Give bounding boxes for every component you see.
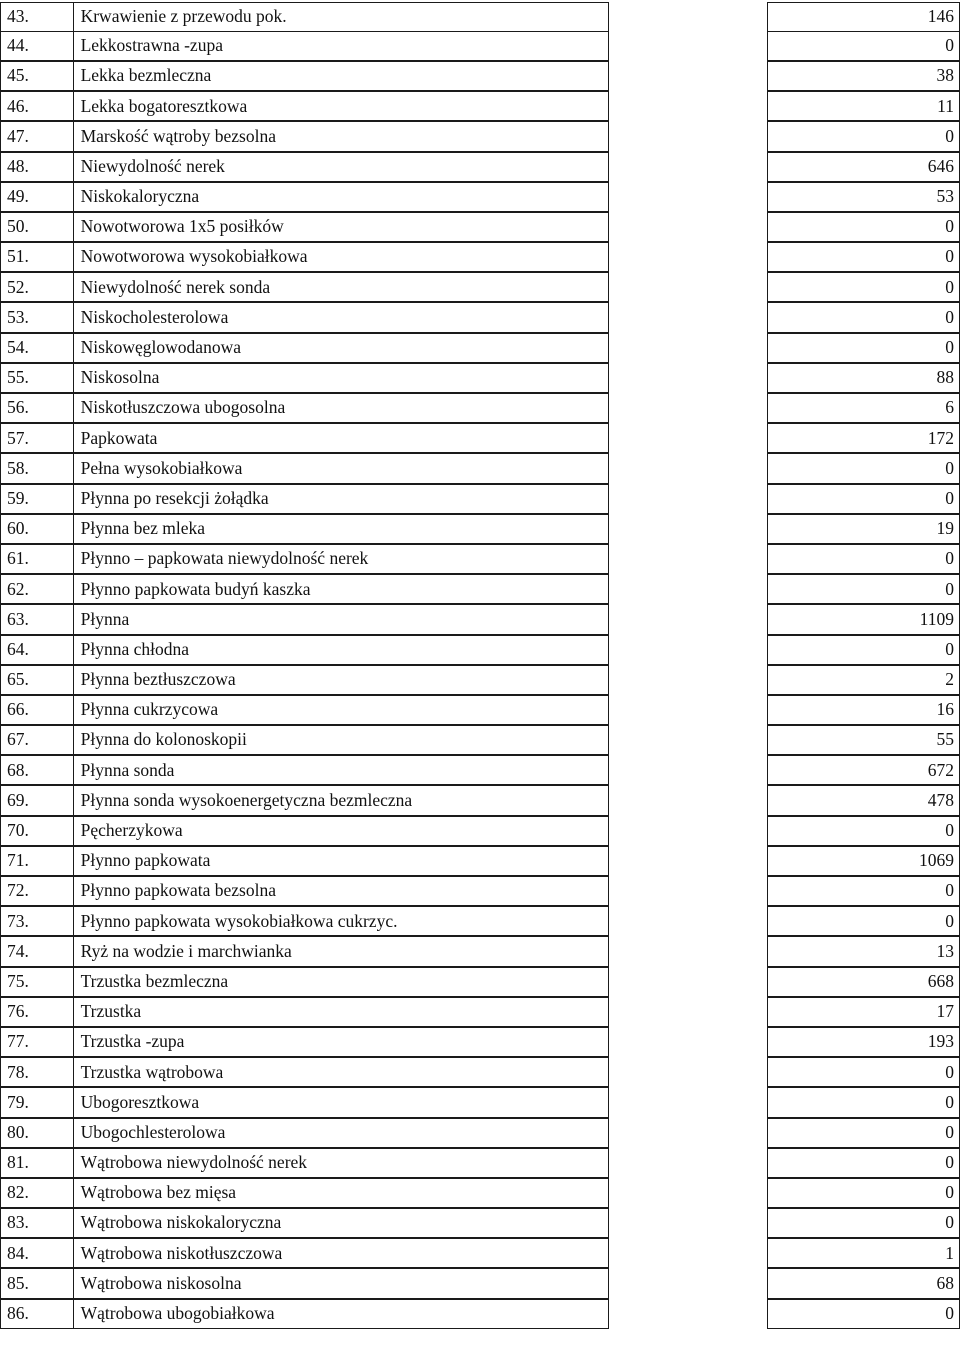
count-value-cell: 0: [767, 1057, 960, 1087]
diet-name-cell: Niskowęglowodanowa: [73, 333, 609, 363]
table-row: [0, 32, 960, 62]
table-row: [0, 606, 960, 636]
diet-name-cell: Niskocholesterolowa: [73, 302, 609, 332]
row-number-cell: 47.: [0, 121, 74, 151]
table-row: [0, 153, 960, 183]
diet-name-cell: Wątrobowa niskosolna: [73, 1268, 609, 1298]
table-row: [0, 213, 960, 243]
count-value-cell: 668: [767, 967, 960, 997]
row-number-cell: 51.: [0, 242, 74, 272]
diet-name-cell: Trzustka wątrobowa: [73, 1057, 609, 1087]
row-number-cell: 82.: [0, 1178, 74, 1208]
row-number-cell: 45.: [0, 61, 74, 91]
row-number-cell: 67.: [0, 725, 74, 755]
diet-name-cell: Płynna: [73, 604, 609, 634]
row-number-cell: 86.: [0, 1299, 74, 1329]
count-value-cell: 11: [767, 91, 960, 121]
row-number-cell: 70.: [0, 816, 74, 846]
diet-name-cell: Trzustka bezmleczna: [73, 967, 609, 997]
table-row: [0, 817, 960, 847]
row-number-cell: 56.: [0, 393, 74, 423]
row-number-cell: 76.: [0, 997, 74, 1027]
row-number-cell: 81.: [0, 1148, 74, 1178]
table-row: [0, 62, 960, 92]
diet-name-cell: Marskość wątroby bezsolna: [73, 121, 609, 151]
count-value-cell: 1069: [767, 846, 960, 876]
row-number-cell: 61.: [0, 544, 74, 574]
diet-name-cell: Wątrobowa niskokaloryczna: [73, 1208, 609, 1238]
row-number-cell: 62.: [0, 574, 74, 604]
diet-name-cell: Krwawienie z przewodu pok.: [73, 2, 609, 32]
count-value-cell: 88: [767, 363, 960, 393]
table-row: [0, 394, 960, 424]
table-row: [0, 545, 960, 575]
row-number-cell: 75.: [0, 967, 74, 997]
diet-name-cell: Trzustka -zupa: [73, 1027, 609, 1057]
count-value-cell: 16: [767, 695, 960, 725]
count-value-cell: 0: [767, 1208, 960, 1238]
row-number-cell: 54.: [0, 333, 74, 363]
table-row: [0, 485, 960, 515]
table-row: [0, 757, 960, 787]
diet-name-cell: Niskosolna: [73, 363, 609, 393]
row-number-cell: 79.: [0, 1087, 74, 1117]
row-number-cell: 49.: [0, 182, 74, 212]
table-row: [0, 364, 960, 394]
diet-name-cell: Ryż na wodzie i marchwianka: [73, 936, 609, 966]
diet-name-cell: Wątrobowa ubogobiałkowa: [73, 1299, 609, 1329]
row-number-cell: 46.: [0, 91, 74, 121]
row-number-cell: 57.: [0, 423, 74, 453]
count-value-cell: 0: [767, 272, 960, 302]
count-value-cell: 0: [767, 544, 960, 574]
diet-name-cell: Trzustka: [73, 997, 609, 1027]
table-row: [0, 666, 960, 696]
count-value-cell: 0: [767, 1118, 960, 1148]
diet-name-cell: Papkowata: [73, 423, 609, 453]
row-number-cell: 72.: [0, 876, 74, 906]
diet-name-cell: Płynna sonda wysokoenergetyczna bezmleczna: [73, 785, 609, 815]
diet-name-cell: Płynna chłodna: [73, 635, 609, 665]
count-value-cell: 0: [767, 453, 960, 483]
row-number-cell: 60.: [0, 514, 74, 544]
row-number-cell: 64.: [0, 635, 74, 665]
count-value-cell: 0: [767, 574, 960, 604]
table-row: [0, 787, 960, 817]
diet-name-cell: Płynno papkowata budyń kaszka: [73, 574, 609, 604]
count-value-cell: 0: [767, 906, 960, 936]
row-number-cell: 50.: [0, 212, 74, 242]
diet-name-cell: Lekka bezmleczna: [73, 61, 609, 91]
row-number-cell: 58.: [0, 453, 74, 483]
count-value-cell: 2: [767, 665, 960, 695]
diet-name-cell: Niskotłuszczowa ubogosolna: [73, 393, 609, 423]
table-row: [0, 576, 960, 606]
diet-name-cell: Płynno papkowata bezsolna: [73, 876, 609, 906]
row-number-cell: 43.: [0, 2, 74, 32]
row-number-cell: 44.: [0, 31, 74, 61]
row-number-cell: 74.: [0, 936, 74, 966]
diet-name-cell: Płynna do kolonoskopii: [73, 725, 609, 755]
diet-name-cell: Płynna bez mleka: [73, 514, 609, 544]
count-value-cell: 0: [767, 1148, 960, 1178]
diet-name-cell: Płynno papkowata: [73, 846, 609, 876]
diet-name-cell: Niewydolność nerek sonda: [73, 272, 609, 302]
table-row: [0, 515, 960, 545]
count-value-cell: 478: [767, 785, 960, 815]
diet-name-cell: Płynna po resekcji żołądka: [73, 484, 609, 514]
count-value-cell: 0: [767, 1178, 960, 1208]
count-value-cell: 0: [767, 333, 960, 363]
diet-name-cell: Wątrobowa niskotłuszczowa: [73, 1238, 609, 1268]
table-row: [0, 1149, 960, 1179]
diet-name-cell: Płynna beztłuszczowa: [73, 665, 609, 695]
diet-name-cell: Nowotworowa wysokobiałkowa: [73, 242, 609, 272]
table-row: [0, 727, 960, 757]
table-row: [0, 1119, 960, 1149]
row-number-cell: 77.: [0, 1027, 74, 1057]
count-value-cell: 0: [767, 302, 960, 332]
diet-count-table: [0, 2, 960, 1330]
table-row: [0, 908, 960, 938]
count-value-cell: 38: [767, 61, 960, 91]
table-row: [0, 334, 960, 364]
diet-name-cell: Nowotworowa 1x5 posiłków: [73, 212, 609, 242]
table-row: [0, 1240, 960, 1270]
table-row: [0, 425, 960, 455]
table-row: [0, 183, 960, 213]
count-value-cell: 0: [767, 816, 960, 846]
count-value-cell: 1109: [767, 604, 960, 634]
table-row: [0, 244, 960, 274]
count-value-cell: 0: [767, 212, 960, 242]
table-row: [0, 1210, 960, 1240]
table-row: [0, 304, 960, 334]
diet-name-cell: Niskokaloryczna: [73, 182, 609, 212]
row-number-cell: 80.: [0, 1118, 74, 1148]
diet-name-cell: Ubogoresztkowa: [73, 1087, 609, 1117]
table-row: [0, 1089, 960, 1119]
diet-name-cell: Płynna sonda: [73, 755, 609, 785]
diet-name-cell: Płynno papkowata wysokobiałkowa cukrzyc.: [73, 906, 609, 936]
count-value-cell: 646: [767, 152, 960, 182]
row-number-cell: 84.: [0, 1238, 74, 1268]
count-value-cell: 0: [767, 635, 960, 665]
row-number-cell: 78.: [0, 1057, 74, 1087]
row-number-cell: 73.: [0, 906, 74, 936]
diet-name-cell: Wątrobowa bez mięsa: [73, 1178, 609, 1208]
table-row: [0, 1028, 960, 1058]
count-value-cell: 17: [767, 997, 960, 1027]
count-value-cell: 55: [767, 725, 960, 755]
count-value-cell: 0: [767, 242, 960, 272]
row-number-cell: 48.: [0, 152, 74, 182]
count-value-cell: 68: [767, 1268, 960, 1298]
diet-name-cell: Płynna cukrzycowa: [73, 695, 609, 725]
row-number-cell: 59.: [0, 484, 74, 514]
table-row: [0, 1059, 960, 1089]
count-value-cell: 0: [767, 484, 960, 514]
row-number-cell: 65.: [0, 665, 74, 695]
row-number-cell: 63.: [0, 604, 74, 634]
count-value-cell: 0: [767, 1087, 960, 1117]
table-row: [0, 877, 960, 907]
diet-name-cell: Wątrobowa niewydolność nerek: [73, 1148, 609, 1178]
diet-name-cell: Lekkostrawna -zupa: [73, 31, 609, 61]
count-value-cell: 0: [767, 1299, 960, 1329]
row-number-cell: 85.: [0, 1268, 74, 1298]
count-value-cell: 0: [767, 876, 960, 906]
count-value-cell: 672: [767, 755, 960, 785]
table-row: [0, 1300, 960, 1330]
count-value-cell: 146: [767, 2, 960, 32]
table-row: [0, 2, 960, 32]
table-row: [0, 123, 960, 153]
row-number-cell: 53.: [0, 302, 74, 332]
diet-name-cell: Ubogochlesterolowa: [73, 1118, 609, 1148]
row-number-cell: 55.: [0, 363, 74, 393]
diet-name-cell: Lekka bogatoresztkowa: [73, 91, 609, 121]
count-value-cell: 13: [767, 936, 960, 966]
row-number-cell: 66.: [0, 695, 74, 725]
row-number-cell: 52.: [0, 272, 74, 302]
count-value-cell: 193: [767, 1027, 960, 1057]
diet-name-cell: Pęcherzykowa: [73, 816, 609, 846]
count-value-cell: 19: [767, 514, 960, 544]
table-row: [0, 274, 960, 304]
row-number-cell: 69.: [0, 785, 74, 815]
count-value-cell: 1: [767, 1238, 960, 1268]
row-number-cell: 71.: [0, 846, 74, 876]
row-number-cell: 83.: [0, 1208, 74, 1238]
row-number-cell: 68.: [0, 755, 74, 785]
count-value-cell: 53: [767, 182, 960, 212]
table-row: [0, 847, 960, 877]
diet-name-cell: Pełna wysokobiałkowa: [73, 453, 609, 483]
table-row: [0, 455, 960, 485]
diet-name-cell: Płynno – papkowata niewydolność nerek: [73, 544, 609, 574]
table-row: [0, 93, 960, 123]
table-row: [0, 636, 960, 666]
table-row: [0, 998, 960, 1028]
count-value-cell: 0: [767, 31, 960, 61]
table-row: [0, 968, 960, 998]
table-row: [0, 696, 960, 726]
table-row: [0, 1179, 960, 1209]
count-value-cell: 172: [767, 423, 960, 453]
table-row: [0, 938, 960, 968]
diet-name-cell: Niewydolność nerek: [73, 152, 609, 182]
count-value-cell: 0: [767, 121, 960, 151]
count-value-cell: 6: [767, 393, 960, 423]
table-row: [0, 1270, 960, 1300]
